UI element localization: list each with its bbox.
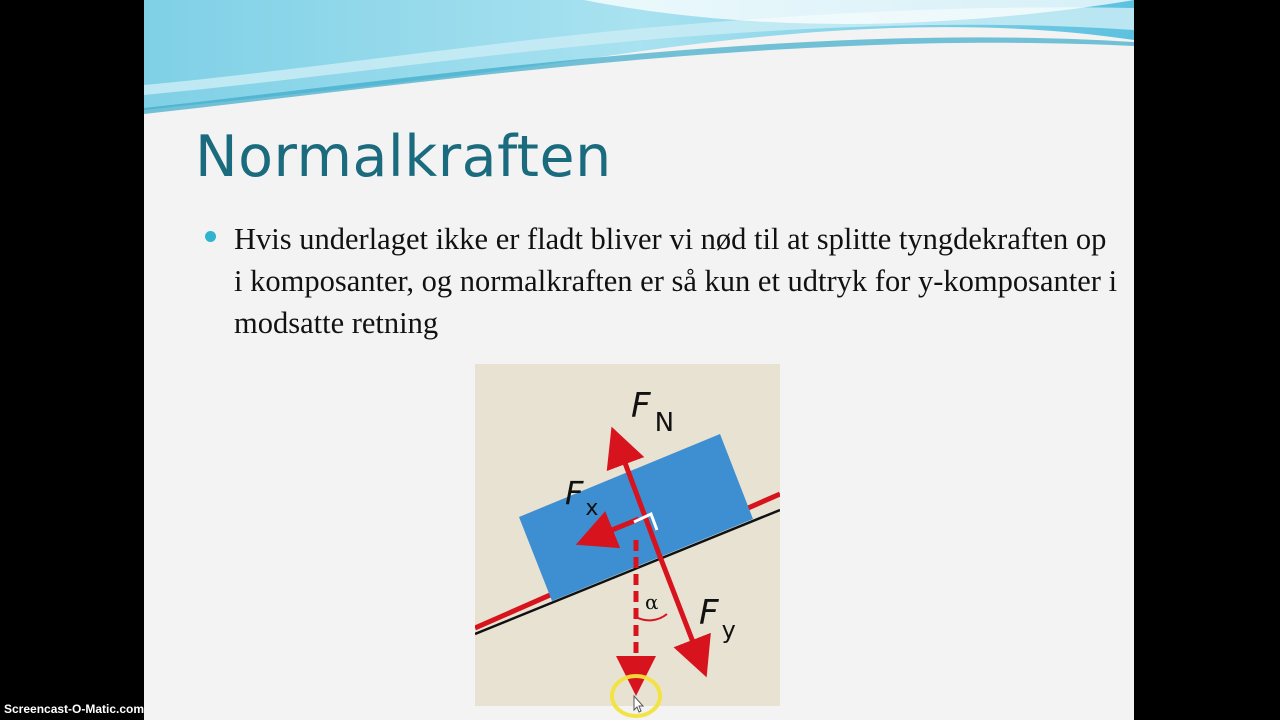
bullet-dot-icon [205,231,216,242]
angle-label: α [645,590,659,614]
y-component-symbol: F [699,593,719,633]
y-component-subscript: y [721,616,736,644]
x-component-symbol: F [565,474,584,512]
cursor-highlight-ring [608,672,664,720]
bullet-text: Hvis underlaget ikke er fladt bliver vi nød til at splitte tyngdekraften op i komposanter, og normalkraften er så kun et udtryk for y-komposanter i modsatte retning [234,222,1118,340]
bullet-item [202,218,1122,344]
x-component-subscript: x [585,496,599,521]
screencast-watermark: Screencast-O-Matic.com [4,702,145,716]
slide [144,0,1134,720]
decorative-wave-header [144,0,1134,115]
slide-title: Normalkraften [195,124,612,190]
bullet-list [202,218,1122,344]
inclined-plane-force-diagram [475,364,780,706]
normal-force-symbol: F [631,386,651,426]
normal-force-subscript: N [654,408,675,438]
mouse-pointer-icon [634,696,643,712]
